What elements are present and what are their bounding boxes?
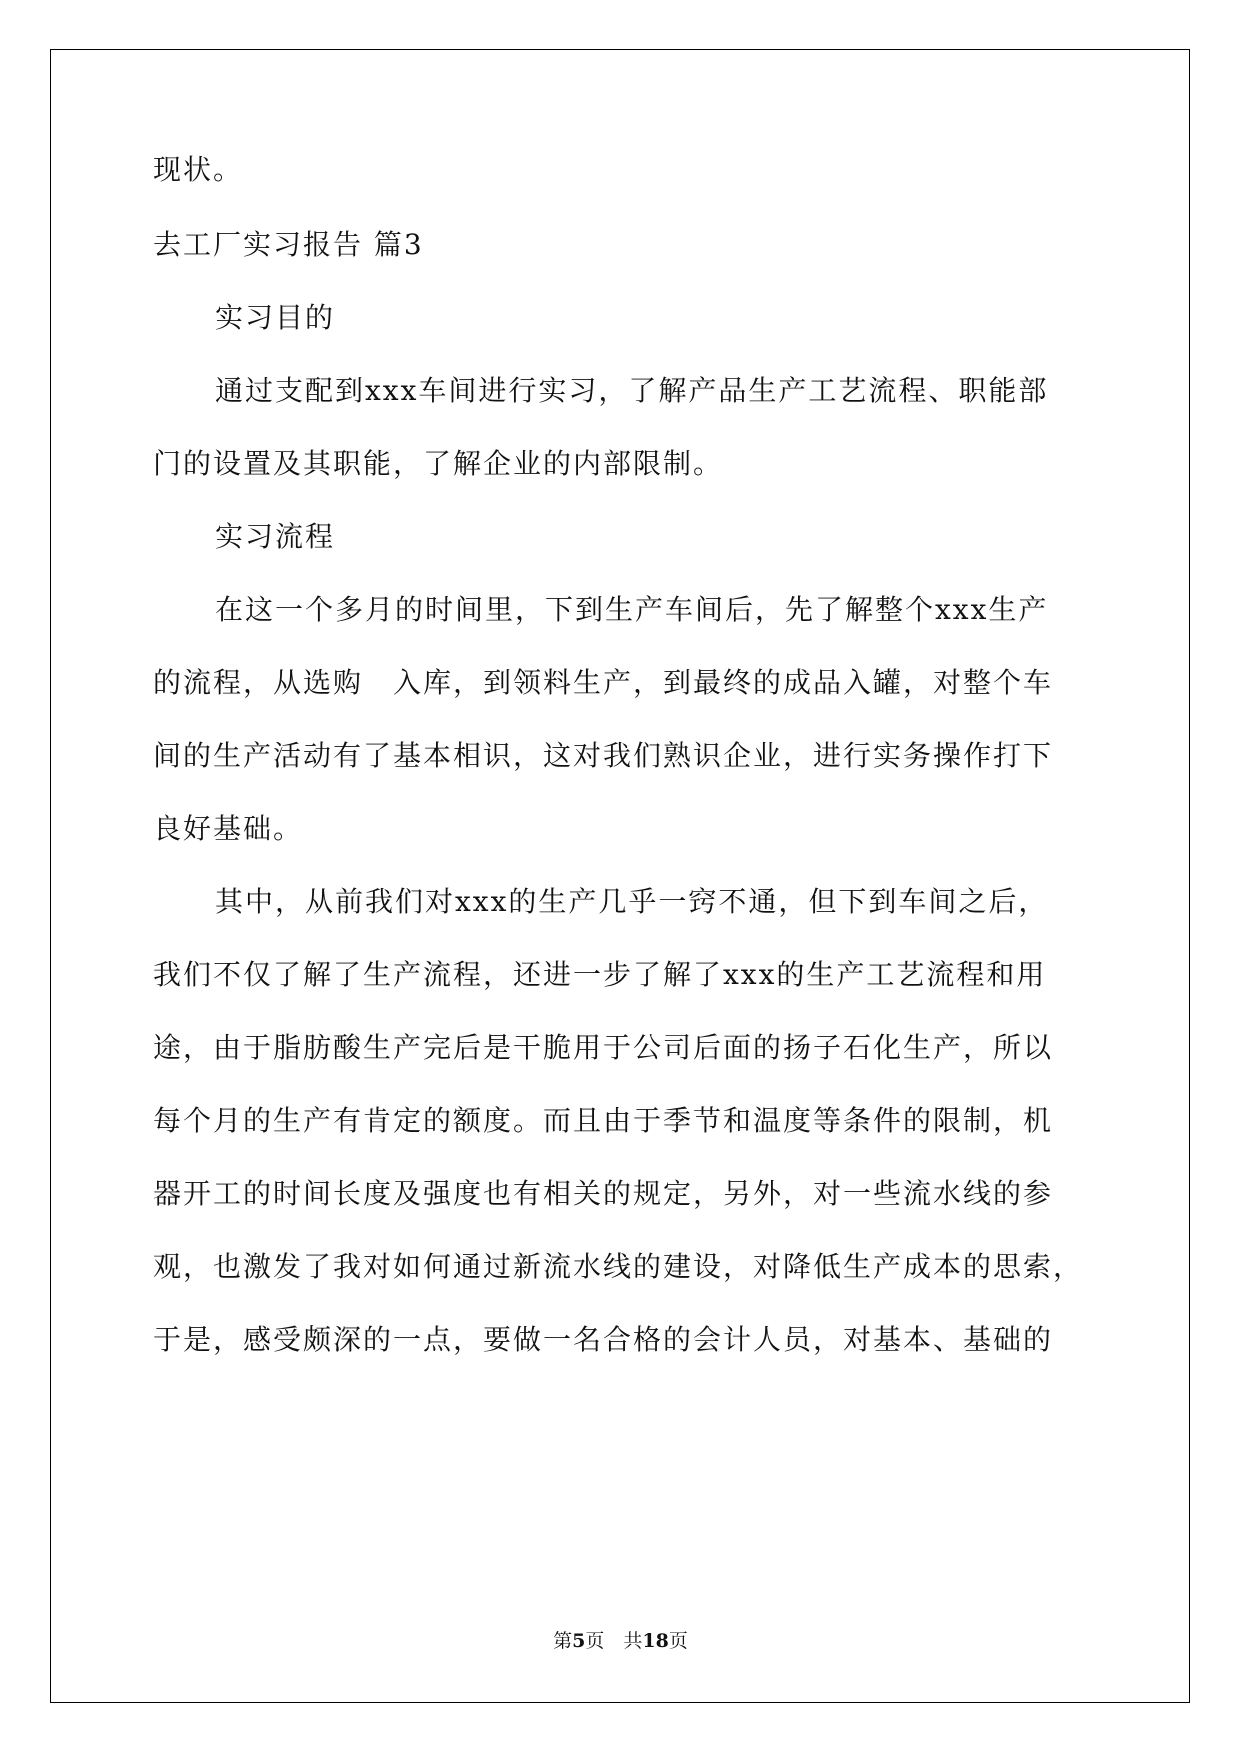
- footer-mid: 页 共: [585, 1630, 643, 1652]
- footer-suffix: 页: [668, 1630, 688, 1652]
- section-title: 去工厂实习报告 篇3: [153, 228, 424, 261]
- text-line: 良好基础。: [153, 812, 304, 845]
- page-footer: [0, 1626, 1241, 1653]
- text-line: 于是，感受颇深的一点，要做一名合格的会计人员，对基本、基础的: [153, 1323, 1054, 1356]
- subheading: 实习流程: [215, 520, 336, 553]
- text-line: 的流程，从选购 入库，到领料生产，到最终的成品入罐，对整个车: [153, 666, 1054, 699]
- text-line: 每个月的生产有肯定的额度。而且由于季节和温度等条件的限制，机: [153, 1104, 1054, 1137]
- text-line: 途，由于脂肪酸生产完后是干脆用于公司后面的扬子石化生产，所以: [153, 1031, 1054, 1064]
- footer-prefix: 第: [553, 1630, 573, 1652]
- text-line: 通过支配到xxx车间进行实习，了解产品生产工艺流程、职能部: [215, 374, 1049, 407]
- text-line: 门的设置及其职能，了解企业的内部限制。: [153, 447, 724, 480]
- text-line: 在这一个多月的时间里，下到生产车间后，先了解整个xxx生产: [215, 593, 1049, 626]
- footer-total-pages: 18: [642, 1630, 669, 1652]
- page-border: [50, 49, 1190, 1703]
- text-line: 间的生产活动有了基本相识，这对我们熟识企业，进行实务操作打下: [153, 739, 1054, 772]
- text-line: 我们不仅了解了生产流程，还进一步了解了xxx的生产工艺流程和用: [153, 958, 1047, 991]
- text-line: 现状。: [153, 153, 244, 186]
- text-line: 器开工的时间长度及强度也有相关的规定，另外，对一些流水线的参: [153, 1177, 1054, 1210]
- subheading: 实习目的: [215, 301, 336, 334]
- footer-page-number: 5: [572, 1630, 586, 1652]
- text-line: 观，也激发了我对如何通过新流水线的建设，对降低生产成本的思索，: [153, 1250, 1084, 1283]
- text-line: 其中，从前我们对xxx的生产几乎一窍不通，但下到车间之后，: [215, 885, 1049, 918]
